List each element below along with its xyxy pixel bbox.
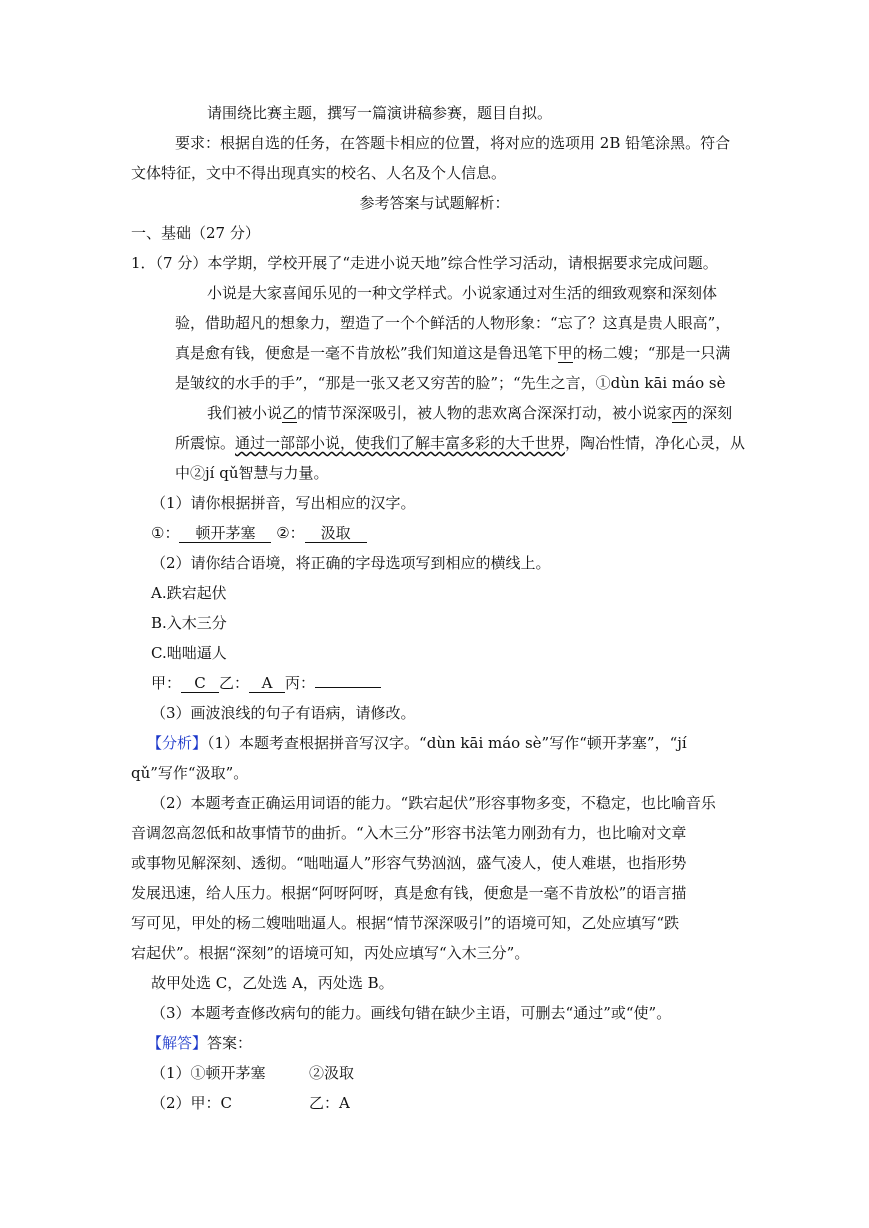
passage-line: [207, 403, 732, 423]
analysis-line: 发展迅速，给人压力。根据“阿呀阿呀，真是愈有钱，便愈是一毫不肯放松”的语言描: [131, 884, 687, 902]
answer-marker: ②：: [276, 524, 305, 542]
passage-line: 是皱纹的水手的手”，“那是一张又老又穷苦的脸”；“先生之言，①dùn kāi máo sè: [175, 374, 726, 392]
answer-marker: ①：: [151, 524, 180, 542]
answer-blank-1: 顿开茅塞: [179, 524, 271, 543]
subquestion-2: （2）请你结合语境，将正确的字母选项写到相应的横线上。: [151, 554, 551, 572]
solution-text: 乙：A: [309, 1094, 350, 1112]
answer-blank-2: 汲取: [305, 524, 367, 543]
analysis-line: 或事物见解深刻、透彻。“咄咄逼人”形容气势汹汹，盛气凌人，使人难堪，也指形势: [131, 854, 687, 872]
solution-line: [147, 1033, 252, 1053]
subquestion-3: （3）画波浪线的句子有语病，请修改。: [151, 704, 416, 722]
prompt-line-3: 文体特征，文中不得出现真实的校名、人名及个人信息。: [131, 164, 507, 182]
analysis-line: 宕起伏”。根据“深刻”的语境可知，丙处应填写“入木三分”。: [131, 944, 530, 962]
option-a: A.跌宕起伏: [151, 584, 227, 602]
answer-marker: 丙：: [285, 674, 316, 692]
analysis-line: （2）本题考查正确运用词语的能力。“跌宕起伏”形容事物多变，不稳定，也比喻音乐: [151, 794, 716, 812]
blank-marker-jia: 甲: [557, 344, 573, 362]
solution-text: （2）甲：C: [151, 1094, 233, 1112]
option-c: C.咄咄逼人: [151, 644, 227, 662]
subquestion-1-answer: [151, 523, 367, 543]
analysis-line: [147, 733, 687, 753]
passage-line: [175, 433, 745, 453]
analysis-line: （3）本题考查修改病句的能力。画线句错在缺少主语，可删去“通过”或“使”。: [151, 1004, 672, 1022]
passage-line: 验，借助超凡的想象力，塑造了一个个鲜活的人物形象：“忘了？这真是贵人眼高”，: [175, 314, 731, 332]
passage-text: 所震惊。: [175, 434, 236, 452]
solution-line: [151, 1063, 355, 1083]
analysis-line: 写可见，甲处的杨二嫂咄咄逼人。根据“情节深深吸引”的语境可知，乙处应填写“跌: [131, 914, 680, 932]
solution-text: ②汲取: [309, 1064, 355, 1082]
passage-text: 我们被小说: [207, 404, 283, 422]
analysis-tag: 【分析】: [147, 734, 208, 752]
answer-blank-jia: C: [181, 674, 219, 693]
passage-text: 真是愈有钱，便愈是一毫不肯放松”我们知道这是鲁迅笔下: [175, 344, 558, 362]
prompt-line-2: 要求：根据自选的任务，在答题卡相应的位置，将对应的选项用 2B 铅笔涂黑。符合: [175, 134, 731, 152]
subquestion-2-answer: [151, 673, 381, 693]
analysis-line: 音调忽高忽低和故事情节的曲折。“入木三分”形容书法笔力刚劲有力，也比喻对文章: [131, 824, 687, 842]
analysis-text: （1）本题考查根据拼音写汉字。“dùn kāi máo sè”写作“顿开茅塞”，“jí: [207, 734, 687, 752]
answer-blank-bing: [315, 687, 381, 688]
passage-text: 的深刻: [687, 404, 733, 422]
passage-text: 的杨二嫂；“那是一只满: [572, 344, 731, 362]
answer-blank-yi: A: [249, 674, 285, 693]
passage-line: 中②jí qǔ智慧与力量。: [175, 464, 329, 482]
passage-text: 的情节深深吸引，被人物的悲欢离合深深打动，被小说家: [297, 404, 673, 422]
blank-marker-bing: 丙: [672, 404, 688, 422]
option-b: B.入木三分: [151, 614, 227, 632]
analysis-line: qǔ”写作“汲取”。: [131, 764, 249, 782]
passage-line: [175, 343, 730, 363]
question-stem: 1．（7 分）本学期，学校开展了“走进小说天地”综合性学习活动，请根据要求完成问题。: [131, 254, 718, 272]
solution-line: [151, 1093, 350, 1113]
solution-tag: 【解答】: [147, 1034, 208, 1052]
subquestion-1: （1）请你根据拼音，写出相应的汉字。: [151, 494, 416, 512]
passage-line: 小说是大家喜闻乐见的一种文学样式。小说家通过对生活的细致观察和深刻体: [207, 284, 718, 302]
section-heading: 一、基础（27 分）: [131, 224, 260, 242]
solution-label: 答案：: [207, 1034, 253, 1052]
prompt-line-1: 请围绕比赛主题，撰写一篇演讲稿参赛，题目自拟。: [207, 104, 553, 122]
wavy-underlined-sentence: 通过一部部小说，使我们了解丰富多彩的大千世界: [235, 434, 566, 452]
answer-marker: 乙：: [219, 674, 250, 692]
analysis-line: 故甲处选 C，乙处选 A，丙处选 B。: [151, 974, 394, 992]
answer-title: 参考答案与试题解析：: [359, 194, 510, 212]
solution-text: （1）①顿开茅塞: [151, 1064, 266, 1082]
blank-marker-yi: 乙: [282, 404, 298, 422]
answer-marker: 甲：: [151, 674, 182, 692]
passage-text: ，陶冶性情，净化心灵，从: [565, 434, 746, 452]
